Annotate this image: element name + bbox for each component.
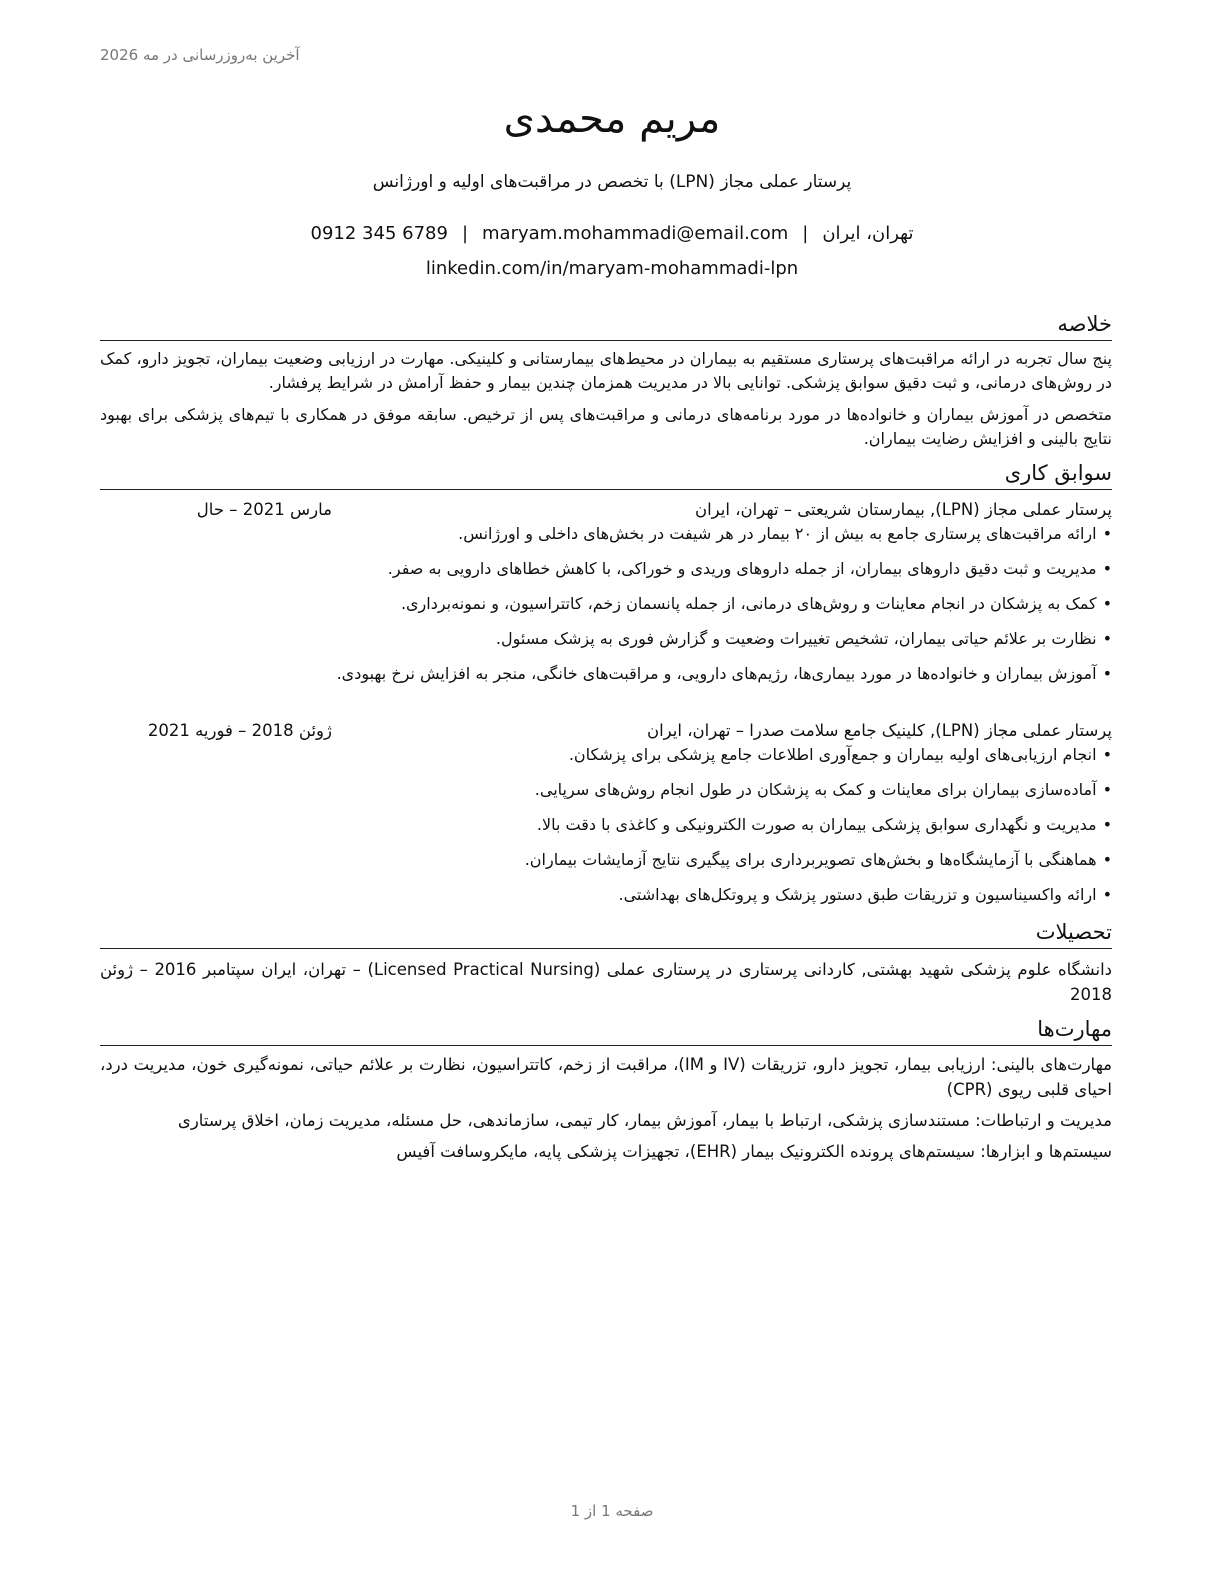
candidate-name: مریم محمدی xyxy=(503,96,721,142)
location: تهران، ایران xyxy=(822,223,914,244)
skill-line: مهارت‌های بالینی: ارزیابی بیمار، تجویز دارو، تزریقات (IV و IM)، مراقبت از زخم، کاتتراسیون، نظارت بر علائم حیاتی، نمونه‌گیری خون، مدیریت درد، احیای قلبی ریوی (CPR) xyxy=(100,1055,1113,1099)
contact-line xyxy=(0,223,1224,244)
summary-paragraph: پنج سال تجربه در ارائه مراقبت‌های پرستاری مستقیم به بیماران در محیط‌های بیمارستانی و کلینیکی. مهارت در ارزیابی وضعیت بیماران، تجویز دارو، کمک در روش‌های درمانی، و ثبت دقیق سوابق پزشکی. توانایی بالا در مدیریت همزمان چندین بیمار و حفظ آرامش در شرایط پرفشار. xyxy=(100,349,1112,392)
list-item: •آماده‌سازی بیماران برای معاینات و کمک به پزشکان در طول انجام روش‌های سرپایی. xyxy=(534,780,1112,799)
skill-line: مدیریت و ارتباطات: مستندسازی پزشکی، ارتباط با بیمار، آموزش بیمار، کار تیمی، سازماندهی، حل مسئله، مدیریت زمان، اخلاق پرستاری xyxy=(177,1111,1112,1130)
phone-number: 0912 345 6789 xyxy=(310,223,448,244)
separator: | xyxy=(461,223,469,244)
list-item: •مدیریت و ثبت دقیق داروهای بیماران، از جمله داروهای وریدی و خوراکی، با کاهش خطاهای دارویی به صفر. xyxy=(387,559,1112,578)
list-item: •کمک به پزشکان در انجام معاینات و روش‌های درمانی، از جمله پانسمان زخم، کاتتراسیون، و نمونه‌برداری. xyxy=(400,594,1112,613)
summary-paragraph: متخصص در آموزش بیماران و خانواده‌ها در مورد برنامه‌های درمانی و مراقبت‌های پس از ترخیص. سابقه موفق در همکاری با تیم‌های پزشکی برای بهبود نتایج بالینی و افزایش رضایت بیماران. xyxy=(100,405,1112,448)
job-date: ژوئن 2018 – فوریه 2021 xyxy=(147,721,332,740)
list-item: •انجام ارزیابی‌های اولیه بیماران و جمع‌آوری اطلاعات جامع پزشکی برای پزشکان. xyxy=(568,745,1112,764)
list-item: •مدیریت و نگهداری سوابق پزشکی بیماران به صورت الکترونیکی و کاغذی با دقت بالا. xyxy=(536,815,1112,834)
last-updated-note: آخرین به‌روزرسانی در مه 2026 xyxy=(100,46,300,64)
job-title: پرستار عملی مجاز (LPN), بیمارستان شریعتی – تهران، ایران xyxy=(694,500,1112,519)
job-date: مارس 2021 – حال xyxy=(196,500,332,519)
candidate-subtitle: پرستار عملی مجاز (LPN) با تخصص در مراقبت‌های اولیه و اورژانس xyxy=(372,172,852,192)
skills-section xyxy=(100,1015,1112,1164)
page-number: صفحه 1 از 1 xyxy=(570,1502,654,1520)
job-entry xyxy=(100,498,1112,686)
job-bullets xyxy=(100,743,1112,907)
list-item: •آموزش بیماران و خانواده‌ها در مورد بیماری‌ها، رژیم‌های دارویی، و مراقبت‌های خانگی، منجر به افزایش نرخ بهبودی. xyxy=(336,664,1112,683)
list-item: •هماهنگی با آزمایشگاه‌ها و بخش‌های تصویربرداری برای پیگیری نتایج آزمایشات بیماران. xyxy=(524,850,1112,869)
education-date: سپتامبر 2016 – ژوئن 2018 xyxy=(100,960,1112,1004)
skill-line: سیستم‌ها و ابزارها: سیستم‌های پرونده الکترونیک بیمار (EHR)، تجهیزات پزشکی پایه، مایکروسافت آفیس xyxy=(396,1142,1112,1161)
education-text: دانشگاه علوم پزشکی شهید بهشتی, کاردانی پرستاری در پرستاری عملی (Licensed Practical Nursing) – تهران، ایران xyxy=(261,960,1112,979)
section-heading: سوابق کاری xyxy=(100,459,1112,490)
education-section xyxy=(100,918,1112,1007)
job-bullets xyxy=(100,522,1112,686)
list-item: •ارائه مراقبت‌های پرستاری جامع به بیش از ۲۰ بیمار در هر شیفت در بخش‌های داخلی و اورژانس. xyxy=(458,524,1112,543)
list-item: •نظارت بر علائم حیاتی بیماران، تشخیص تغییرات وضعیت و گزارش فوری به پزشک مسئول. xyxy=(495,629,1112,648)
job-entry xyxy=(100,719,1112,907)
education-entry xyxy=(100,957,1112,1007)
summary-section xyxy=(100,310,1112,451)
separator: | xyxy=(802,223,809,244)
experience-section xyxy=(100,459,1112,907)
resume-body xyxy=(100,310,1112,1170)
section-heading: خلاصه xyxy=(100,310,1112,341)
list-item: •ارائه واکسیناسیون و تزریقات طبق دستور پزشک و پروتکل‌های بهداشتی. xyxy=(618,885,1112,904)
section-heading: مهارت‌ها xyxy=(100,1015,1112,1046)
job-title: پرستار عملی مجاز (LPN), کلینیک جامع سلامت صدرا – تهران، ایران xyxy=(646,721,1112,740)
section-heading: تحصیلات xyxy=(100,918,1112,949)
linkedin-link[interactable]: linkedin.com/in/maryam-mohammadi-lpn xyxy=(425,258,799,279)
email-link[interactable]: maryam.mohammadi@email.com xyxy=(482,223,789,244)
